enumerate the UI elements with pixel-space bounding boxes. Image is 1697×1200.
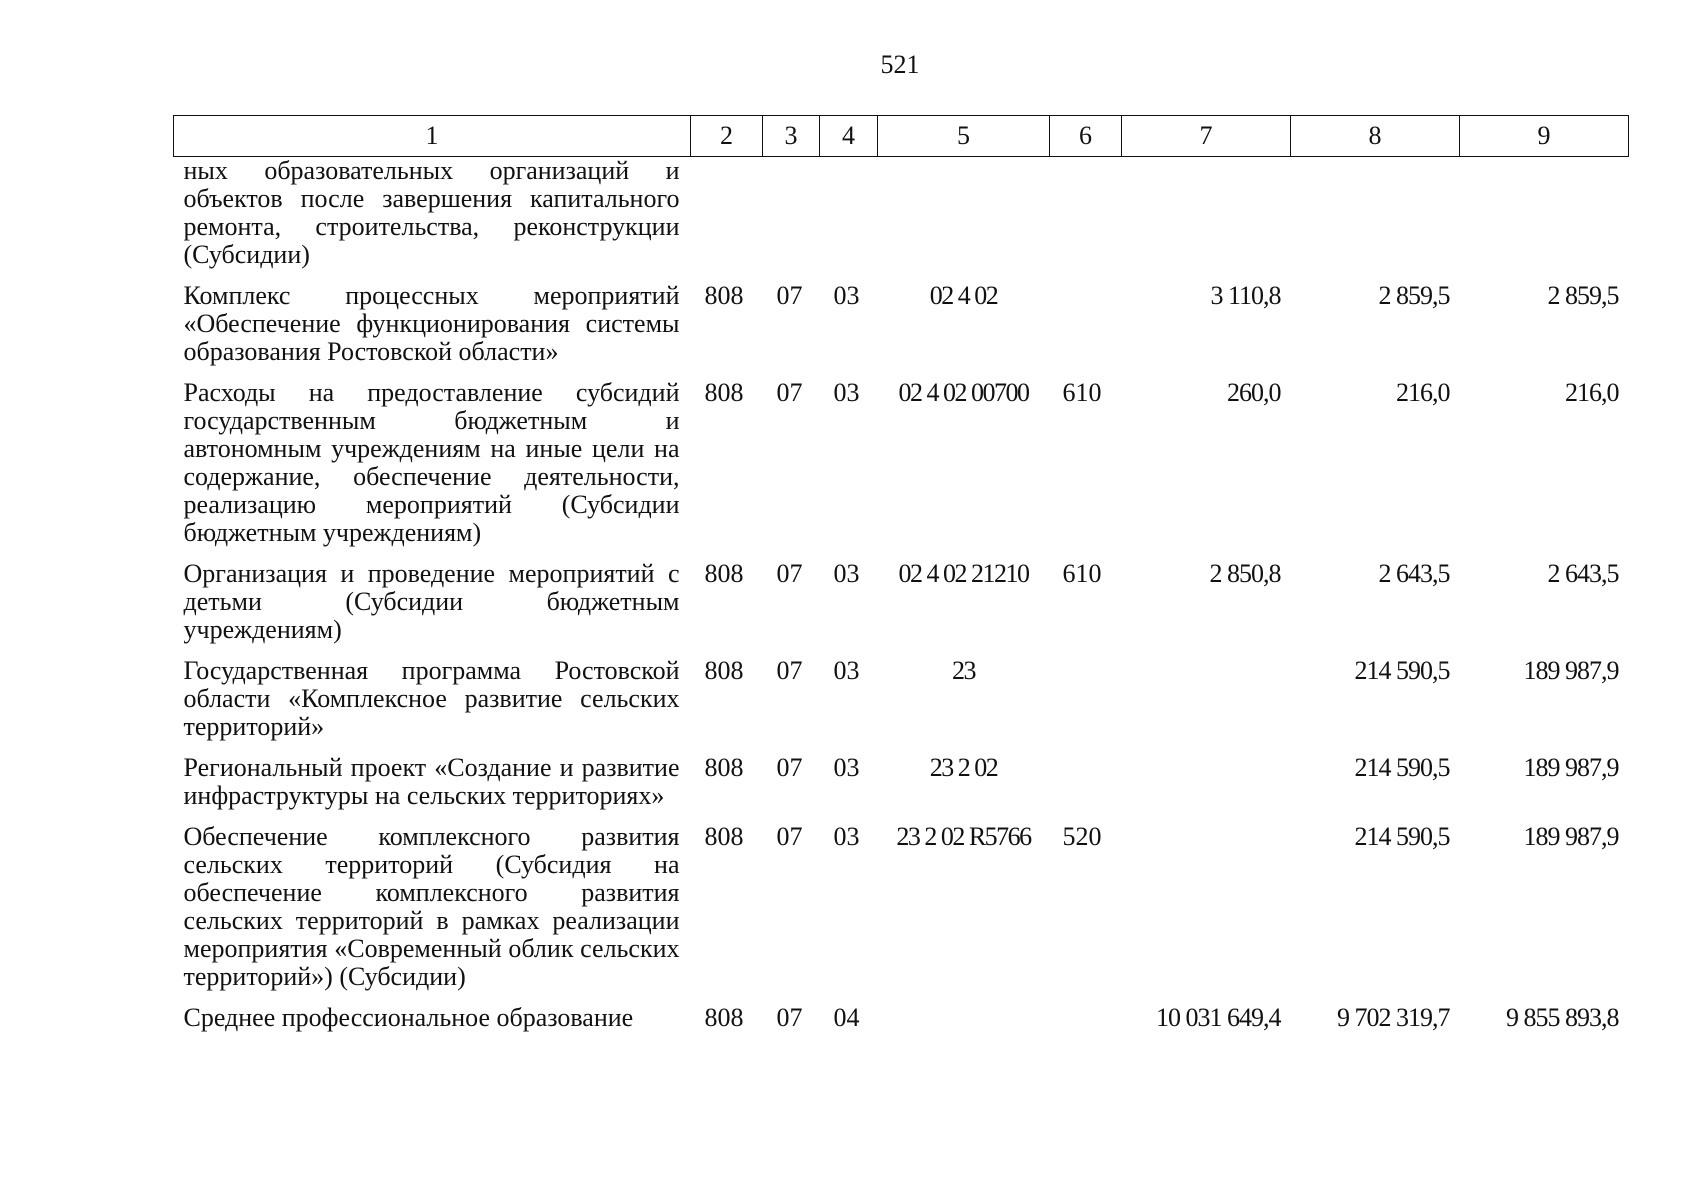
- row-value-9: 9 855 893,8: [1506, 1003, 1619, 1032]
- page-number: 521: [880, 50, 920, 79]
- row-vr: 520: [1062, 822, 1102, 851]
- row-rz: 07: [776, 281, 803, 310]
- row-vr: 610: [1062, 559, 1102, 588]
- row-value-9: 189 987,9: [1523, 656, 1619, 685]
- row-gr: 808: [704, 378, 744, 407]
- row-name: ных образовательных организаций и объектов после завершения капитального ремонта, строительства, реконструкции (Субсидии): [183, 156, 680, 269]
- row-rz: 07: [776, 822, 803, 851]
- table-row: [174, 157, 1629, 283]
- row-pr: 03: [833, 378, 860, 407]
- row-value-7: 2 850,8: [1209, 559, 1281, 588]
- row-pr: 03: [833, 559, 860, 588]
- row-value-8: 9 702 319,7: [1337, 1003, 1450, 1032]
- table-row: [174, 282, 1629, 379]
- row-name: Обеспечение комплексного развития сельских территорий (Субсидия на обеспечение комплексного развития сельских территорий в рамках реализации мероприятия «Современный облик сельских территорий») (Субсидии): [183, 822, 680, 991]
- row-vr: 610: [1062, 378, 1102, 407]
- row-pr: [820, 157, 878, 283]
- table-row: [174, 560, 1629, 657]
- header-row: [174, 116, 1629, 157]
- header-col-8: 8: [1291, 116, 1460, 157]
- row-csr: 23 2 02 R5766: [896, 822, 1031, 851]
- row-value-8: 214 590,5: [1354, 656, 1450, 685]
- row-rz: [763, 157, 820, 283]
- table-row: [174, 379, 1629, 560]
- row-value-7: [1122, 657, 1291, 754]
- row-value-9: 2 643,5: [1547, 559, 1619, 588]
- row-pr: 03: [833, 281, 860, 310]
- row-name: Расходы на предоставление субсидий государственным бюджетным и автономным учреждениям на иные цели на содержание, обеспечение деятельности, реализацию мероприятий (Субсидии бюджетным учреждениям): [183, 378, 680, 547]
- row-value-9: 216,0: [1565, 378, 1619, 407]
- row-rz: 07: [776, 559, 803, 588]
- header-col-6: 6: [1050, 116, 1122, 157]
- row-value-9: 189 987,9: [1523, 822, 1619, 851]
- row-value-9: 2 859,5: [1547, 281, 1619, 310]
- row-rz: 07: [776, 656, 803, 685]
- table-header: [174, 116, 1629, 157]
- row-value-9: 189 987,9: [1523, 753, 1619, 782]
- row-csr: 02 4 02 00700: [898, 378, 1029, 407]
- row-vr: [1050, 282, 1122, 379]
- row-csr: [878, 157, 1050, 283]
- row-csr: [878, 1004, 1050, 1045]
- row-value-9: [1460, 157, 1629, 283]
- row-value-8: 2 643,5: [1378, 559, 1450, 588]
- header-col-9: 9: [1460, 116, 1629, 157]
- row-gr: 808: [704, 1003, 744, 1032]
- row-rz: 07: [776, 1003, 803, 1032]
- row-gr: 808: [704, 281, 744, 310]
- header-col-7: 7: [1122, 116, 1291, 157]
- row-value-7: [1122, 157, 1291, 283]
- row-gr: 808: [704, 559, 744, 588]
- table-row: [174, 1004, 1629, 1045]
- row-value-8: 216,0: [1396, 378, 1450, 407]
- row-value-7: 260,0: [1227, 378, 1281, 407]
- row-name: Государственная программа Ростовской области «Комплексное развитие сельских территорий»: [183, 656, 680, 741]
- row-value-8: 214 590,5: [1354, 822, 1450, 851]
- row-value-8: 2 859,5: [1378, 281, 1450, 310]
- row-gr: 808: [704, 656, 744, 685]
- header-col-1: 1: [174, 116, 691, 157]
- table-row: [174, 657, 1629, 754]
- row-name: Региональный проект «Создание и развитие инфраструктуры на сельских территориях»: [183, 753, 680, 810]
- table-row: [174, 823, 1629, 1004]
- row-value-8: [1291, 157, 1460, 283]
- row-value-7: 3 110,8: [1210, 281, 1281, 310]
- row-value-7: [1122, 754, 1291, 823]
- row-csr: 02 4 02: [929, 281, 998, 310]
- row-csr: 23 2 02: [929, 753, 998, 782]
- header-col-5: 5: [878, 116, 1050, 157]
- row-pr: 03: [833, 656, 860, 685]
- row-vr: [1050, 754, 1122, 823]
- row-name: Среднее профессиональное образование: [183, 1003, 634, 1032]
- table-body: [174, 157, 1629, 1046]
- header-col-4: 4: [820, 116, 878, 157]
- row-gr: [691, 157, 763, 283]
- row-value-8: 214 590,5: [1354, 753, 1450, 782]
- row-rz: 07: [776, 753, 803, 782]
- row-vr: [1050, 1004, 1122, 1045]
- row-csr: 23: [952, 656, 975, 685]
- row-name: Организация и проведение мероприятий с детьми (Субсидии бюджетным учреждениям): [183, 559, 680, 644]
- row-pr: 03: [833, 753, 860, 782]
- header-col-2: 2: [691, 116, 763, 157]
- row-rz: 07: [776, 378, 803, 407]
- row-pr: 04: [833, 1003, 860, 1032]
- row-value-7: 10 031 649,4: [1156, 1003, 1281, 1032]
- row-csr: 02 4 02 21210: [898, 559, 1029, 588]
- header-col-3: 3: [763, 116, 820, 157]
- budget-table: [173, 115, 1629, 1045]
- row-pr: 03: [833, 822, 860, 851]
- row-vr: [1050, 157, 1122, 283]
- row-vr: [1050, 657, 1122, 754]
- row-value-7: [1122, 823, 1291, 1004]
- row-gr: 808: [704, 753, 744, 782]
- table-row: [174, 754, 1629, 823]
- row-name: Комплекс процессных мероприятий «Обеспечение функционирования системы образования Ростовской области»: [183, 281, 680, 366]
- row-gr: 808: [704, 822, 744, 851]
